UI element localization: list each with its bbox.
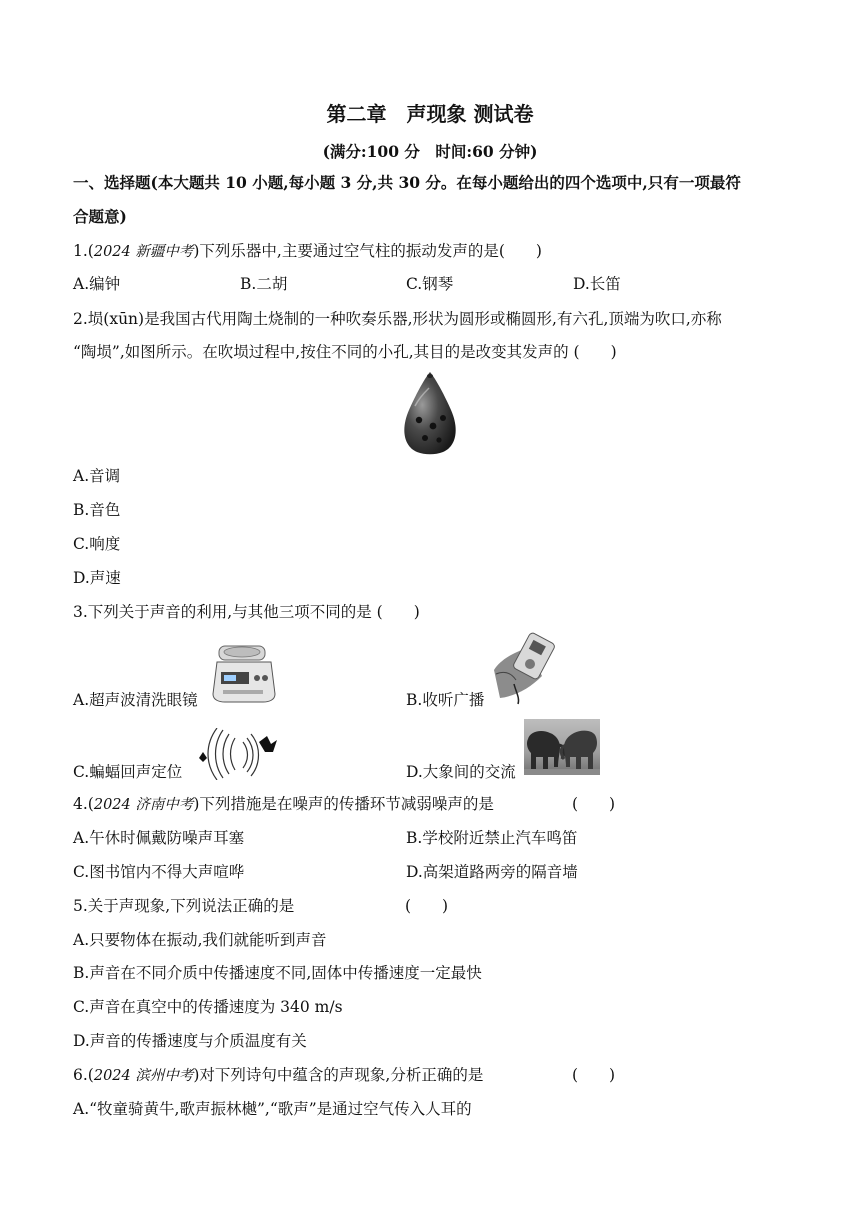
question-6-number: 6.( — [73, 1066, 94, 1084]
ultrasonic-cleaner-image — [211, 640, 279, 706]
question-4-option-b: B.学校附近禁止汽车鸣笛 — [406, 829, 578, 847]
question-6-stem — [73, 1065, 483, 1086]
question-5-option-a: A.只要物体在振动,我们就能听到声音 — [73, 931, 327, 949]
question-4-number: 4.( — [73, 795, 94, 813]
question-3-option-d: D.大象间的交流 — [406, 763, 516, 781]
section-heading: 一、选择题(本大题共 10 小题,每小题 3 分,共 30 分。在每小题给出的四个选项中,只有一项最符 — [73, 173, 741, 192]
question-1-text: )下列乐器中,主要通过空气柱的振动发声的是( ) — [193, 242, 542, 260]
question-5-option-d: D.声音的传播速度与介质温度有关 — [73, 1032, 307, 1050]
xun-instrument-image — [397, 370, 463, 456]
question-4-stem — [73, 794, 494, 815]
question-5-stem: 5.关于声现象,下列说法正确的是 — [73, 897, 295, 915]
question-6-option-a: A.“牧童骑黄牛,歌声振林樾”,“歌声”是通过空气传入人耳的 — [73, 1100, 472, 1118]
question-5-option-c: C.声音在真空中的传播速度为 340 m/s — [73, 998, 343, 1016]
question-2-option-a: A.音调 — [73, 467, 121, 485]
question-2-stem-line2: “陶埙”,如图所示。在吹埙过程中,按住不同的小孔,其目的是改变其发声的 ( ) — [73, 343, 617, 361]
elephants-image — [524, 719, 600, 775]
question-6-text: )对下列诗句中蕴含的声现象,分析正确的是 — [193, 1066, 484, 1084]
question-4-source: 2024 济南中考 — [93, 797, 194, 813]
section-heading-cont: 合题意) — [73, 207, 127, 226]
question-2-option-d: D.声速 — [73, 569, 121, 587]
question-5-answer-paren: ( ) — [405, 897, 449, 915]
question-3-option-b: B.收听广播 — [406, 691, 485, 709]
question-4-option-c: C.图书馆内不得大声喧哗 — [73, 863, 245, 881]
page-subtitle: (满分:100 分 时间:60 分钟) — [322, 142, 538, 161]
question-3-option-c: C.蝙蝠回声定位 — [73, 763, 183, 781]
question-1-option-b: B.二胡 — [240, 275, 288, 293]
question-4-option-d: D.高架道路两旁的隔音墙 — [406, 863, 578, 881]
question-3-stem: 3.下列关于声音的利用,与其他三项不同的是 ( ) — [73, 603, 420, 621]
question-2-option-c: C.响度 — [73, 535, 121, 553]
question-1-option-a: A.编钟 — [73, 275, 121, 293]
question-4-option-a: A.午休时佩戴防噪声耳塞 — [73, 829, 245, 847]
question-1-source: 2024 新疆中考 — [93, 244, 194, 260]
question-5-option-b: B.声音在不同介质中传播速度不同,固体中传播速度一定最快 — [73, 964, 482, 982]
bat-echolocation-image — [193, 728, 279, 780]
question-6-source: 2024 滨州中考 — [93, 1068, 194, 1084]
question-1-number: 1.( — [73, 242, 94, 260]
page-title: 第二章 声现象 测试卷 — [326, 102, 534, 126]
question-2-option-b: B.音色 — [73, 501, 121, 519]
question-1-stem — [73, 241, 542, 262]
question-6-answer-paren: ( ) — [572, 1066, 616, 1084]
question-2-stem-line1: 2.埙(xūn)是我国古代用陶土烧制的一种吹奏乐器,形状为圆形或椭圆形,有六孔,顶端为吹口,亦称 — [73, 310, 722, 328]
radio-in-hand-image — [490, 630, 556, 706]
question-1-option-c: C.钢琴 — [406, 275, 454, 293]
question-3-option-a: A.超声波清洗眼镜 — [73, 691, 198, 709]
question-4-answer-paren: ( ) — [572, 795, 616, 813]
question-1-option-d: D.长笛 — [573, 275, 621, 293]
question-4-text: )下列措施是在噪声的传播环节减弱噪声的是 — [193, 795, 494, 813]
